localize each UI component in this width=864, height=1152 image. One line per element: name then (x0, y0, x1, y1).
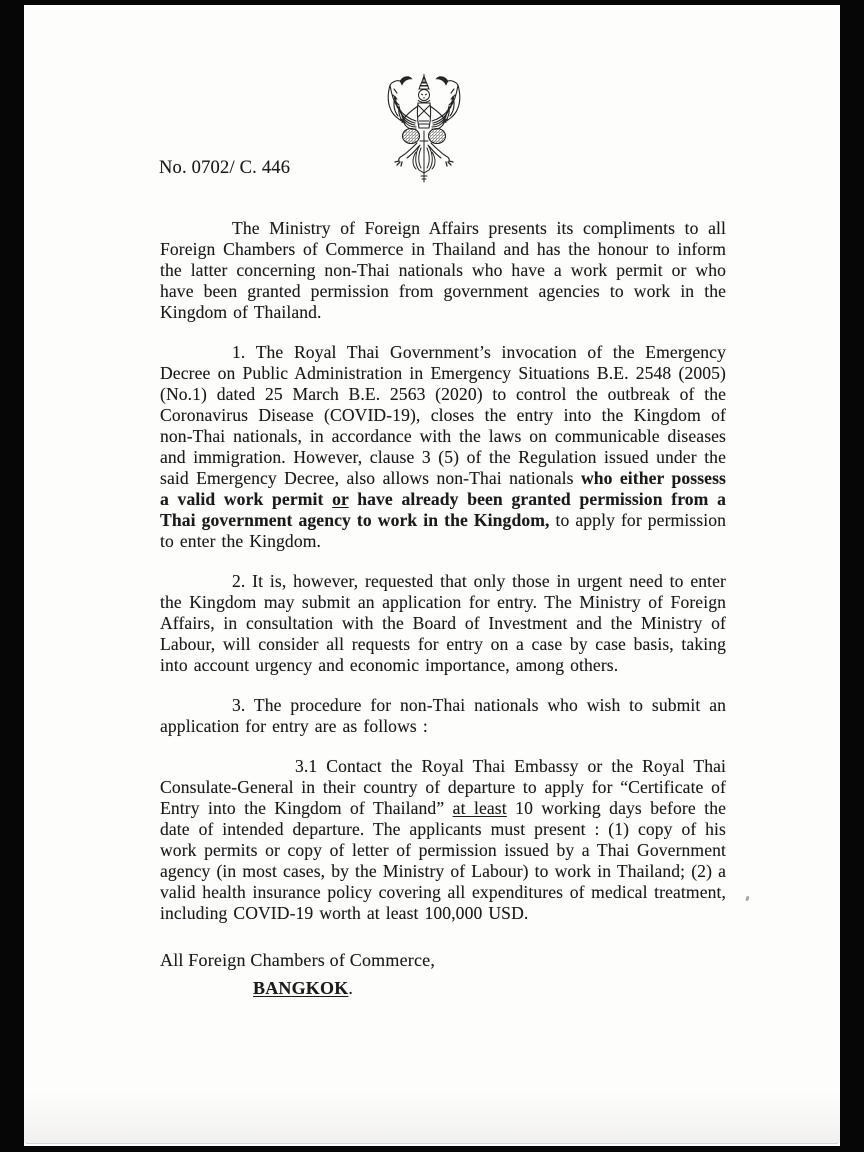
underlined-phrase: at least (452, 798, 507, 818)
paragraph-item-1 (160, 342, 726, 552)
addressee-city-line (160, 974, 435, 1002)
paragraph-item-3 (160, 695, 726, 737)
paragraph-item-3-1 (160, 756, 726, 924)
scan-speck (745, 896, 749, 902)
paragraph-text: 1. The Royal Thai Government’s invocation of the Emergency Decree on Public Administration in Emergency Situations B.E. 2548 (2005) (No.1) dated 25 March B.E. 2563 (2020) to control the outbreak of the Coronavirus Disease (COVID-19), closes the entry into the Kingdom of non-Thai nationals, in accordance with the laws on communicable diseases and immigration. However, clause 3 (5) of the Regulation issued under the said Emergency Decree, also allows non-Thai nationals (160, 342, 726, 488)
bold-emphasis: have already been granted permission from a Thai government agency to work in the Kingdom, (160, 489, 726, 530)
paragraph-text: 3. The procedure for non-Thai nationals who wish to submit an application for entry are as follows : (160, 695, 726, 736)
letter-body (160, 218, 726, 943)
scan-edge-bottom (0, 1146, 864, 1152)
paragraph-text: 2. It is, however, requested that only those in urgent need to enter the Kingdom may submit an application for entry. The Ministry of Foreign Affairs, in consultation with the Board of Investment and the Ministry of Labour, will consider all requests for entry on a case by case basis, taking into account urgency and economic importance, among others. (160, 571, 726, 675)
scan-shadow (24, 1090, 840, 1143)
scan-edge-top (0, 0, 864, 5)
addressee-period: . (348, 978, 354, 998)
paragraph-item-2 (160, 571, 726, 676)
paragraph-text: The Ministry of Foreign Affairs presents its compliments to all Foreign Chambers of Commerce in Thailand and has the honour to inform the latter concerning non-Thai nationals who have a work permit or who have been granted permission from government agencies to work in the Kingdom of Thailand. (160, 218, 726, 322)
scan-edge-left (0, 0, 24, 1152)
addressee-city: BANGKOK (253, 978, 349, 998)
paragraph-text: 10 working days before the date of intended departure. The applicants must present : (1) copy of his work permits or copy of letter of permission issued by a Thai Government agency (in most cases, by the Ministry of Labour) to work in Thailand; (2) a valid health insurance policy covering all expenditures of medical treatment, including COVID-19 worth at least 100,000 USD. (160, 798, 726, 923)
bold-emphasis: who either possess a valid work permit (160, 468, 726, 509)
paragraph-text: 3.1 Contact the Royal Thai Embassy or the Royal Thai Consulate-General in their country of departure to apply for “Certificate of Entry into the Kingdom of Thailand” (160, 756, 726, 818)
scan-edge-right (840, 0, 864, 1152)
garuda-emblem-icon (374, 73, 474, 186)
addressee-line: All Foreign Chambers of Commerce, (160, 950, 436, 970)
paragraph-intro (160, 218, 726, 323)
reference-number: No. 0702/ C. 446 (159, 158, 291, 178)
scan-artifact-line (26, 1143, 838, 1144)
addressee-block (160, 946, 435, 1002)
bold-underlined-word: or (332, 489, 349, 509)
paragraph-text: to apply for permission to enter the Kingdom. (160, 510, 726, 551)
